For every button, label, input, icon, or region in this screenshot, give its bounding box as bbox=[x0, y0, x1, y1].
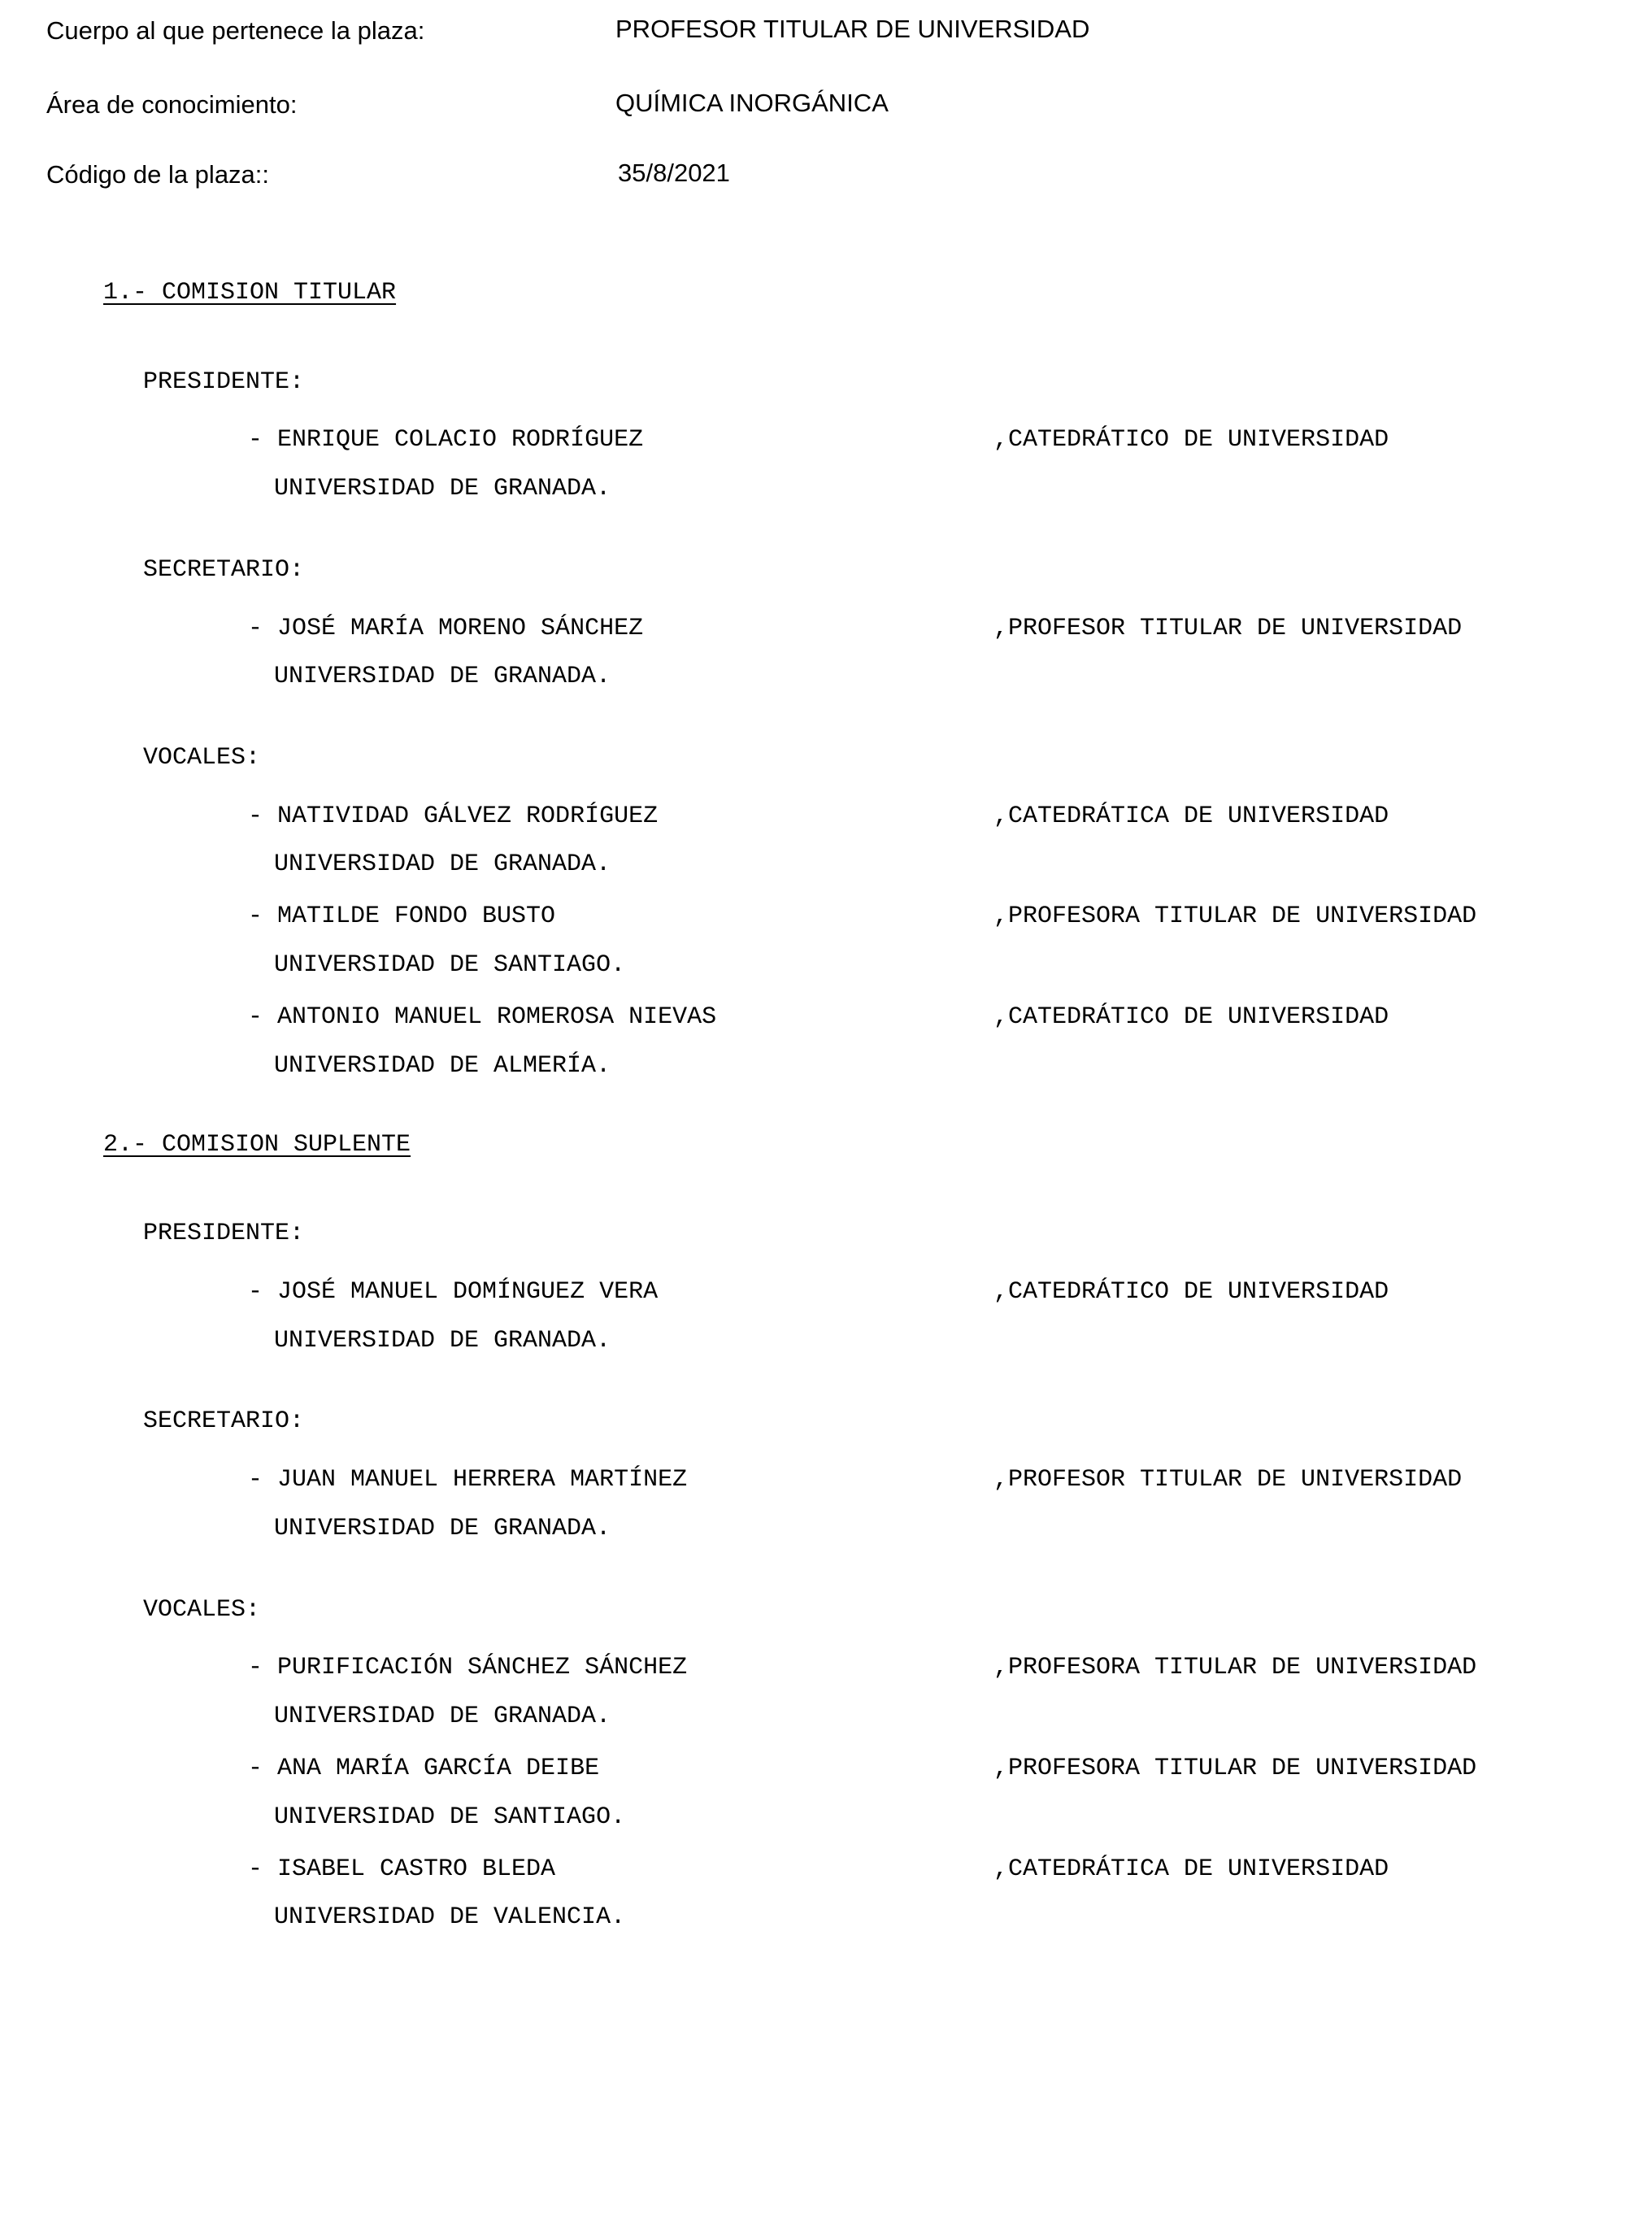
titular-secretario-label: SECRETARIO: bbox=[143, 556, 305, 584]
titular-secretario-univ: UNIVERSIDAD DE GRANADA. bbox=[274, 663, 611, 690]
titular-vocal-2-univ: UNIVERSIDAD DE SANTIAGO. bbox=[274, 951, 626, 979]
suplente-secretario-univ: UNIVERSIDAD DE GRANADA. bbox=[274, 1515, 611, 1542]
suplente-secretario-name: - JUAN MANUEL HERRERA MARTÍNEZ bbox=[248, 1466, 688, 1494]
titular-vocales-label: VOCALES: bbox=[143, 744, 261, 772]
titular-presidente-name: - ENRIQUE COLACIO RODRÍGUEZ bbox=[248, 426, 644, 454]
suplente-heading: 2.- COMISION SUPLENTE bbox=[103, 1131, 411, 1159]
suplente-vocal-2-role: ,PROFESORA TITULAR DE UNIVERSIDAD bbox=[993, 1755, 1477, 1782]
codigo-value: 35/8/2021 bbox=[618, 159, 730, 187]
suplente-presidente-name: - JOSÉ MANUEL DOMÍNGUEZ VERA bbox=[248, 1278, 659, 1306]
cuerpo-label: Cuerpo al que pertenece la plaza: bbox=[46, 16, 425, 45]
titular-vocal-3-name: - ANTONIO MANUEL ROMEROSA NIEVAS bbox=[248, 1003, 717, 1031]
suplente-presidente-role: ,CATEDRÁTICO DE UNIVERSIDAD bbox=[993, 1278, 1389, 1306]
titular-vocal-2-name: - MATILDE FONDO BUSTO bbox=[248, 903, 556, 930]
suplente-vocal-1-name: - PURIFICACIÓN SÁNCHEZ SÁNCHEZ bbox=[248, 1654, 688, 1681]
titular-presidente-role: ,CATEDRÁTICO DE UNIVERSIDAD bbox=[993, 426, 1389, 454]
suplente-vocal-2-name: - ANA MARÍA GARCÍA DEIBE bbox=[248, 1755, 600, 1782]
suplente-secretario-role: ,PROFESOR TITULAR DE UNIVERSIDAD bbox=[993, 1466, 1463, 1494]
cuerpo-value: PROFESOR TITULAR DE UNIVERSIDAD bbox=[615, 15, 1090, 43]
suplente-vocal-2-univ: UNIVERSIDAD DE SANTIAGO. bbox=[274, 1803, 626, 1831]
suplente-vocal-1-univ: UNIVERSIDAD DE GRANADA. bbox=[274, 1703, 611, 1730]
titular-vocal-3-univ: UNIVERSIDAD DE ALMERÍA. bbox=[274, 1052, 611, 1080]
area-label: Área de conocimiento: bbox=[46, 90, 298, 119]
codigo-label: Código de la plaza:: bbox=[46, 160, 270, 189]
suplente-vocal-3-role: ,CATEDRÁTICA DE UNIVERSIDAD bbox=[993, 1855, 1389, 1883]
titular-vocal-1-univ: UNIVERSIDAD DE GRANADA. bbox=[274, 850, 611, 878]
titular-heading: 1.- COMISION TITULAR bbox=[103, 279, 397, 307]
titular-vocal-3-role: ,CATEDRÁTICO DE UNIVERSIDAD bbox=[993, 1003, 1389, 1031]
suplente-presidente-label: PRESIDENTE: bbox=[143, 1220, 305, 1247]
titular-vocal-1-name: - NATIVIDAD GÁLVEZ RODRÍGUEZ bbox=[248, 802, 659, 830]
area-value: QUÍMICA INORGÁNICA bbox=[615, 89, 889, 117]
suplente-vocal-3-univ: UNIVERSIDAD DE VALENCIA. bbox=[274, 1903, 626, 1931]
titular-secretario-name: - JOSÉ MARÍA MORENO SÁNCHEZ bbox=[248, 615, 644, 642]
titular-vocal-2-role: ,PROFESORA TITULAR DE UNIVERSIDAD bbox=[993, 903, 1477, 930]
suplente-vocal-1-role: ,PROFESORA TITULAR DE UNIVERSIDAD bbox=[993, 1654, 1477, 1681]
titular-vocal-1-role: ,CATEDRÁTICA DE UNIVERSIDAD bbox=[993, 802, 1389, 830]
suplente-vocal-3-name: - ISABEL CASTRO BLEDA bbox=[248, 1855, 556, 1883]
suplente-presidente-univ: UNIVERSIDAD DE GRANADA. bbox=[274, 1327, 611, 1355]
titular-presidente-label: PRESIDENTE: bbox=[143, 368, 305, 396]
suplente-vocales-label: VOCALES: bbox=[143, 1596, 261, 1624]
suplente-secretario-label: SECRETARIO: bbox=[143, 1407, 305, 1435]
titular-secretario-role: ,PROFESOR TITULAR DE UNIVERSIDAD bbox=[993, 615, 1463, 642]
titular-presidente-univ: UNIVERSIDAD DE GRANADA. bbox=[274, 475, 611, 502]
